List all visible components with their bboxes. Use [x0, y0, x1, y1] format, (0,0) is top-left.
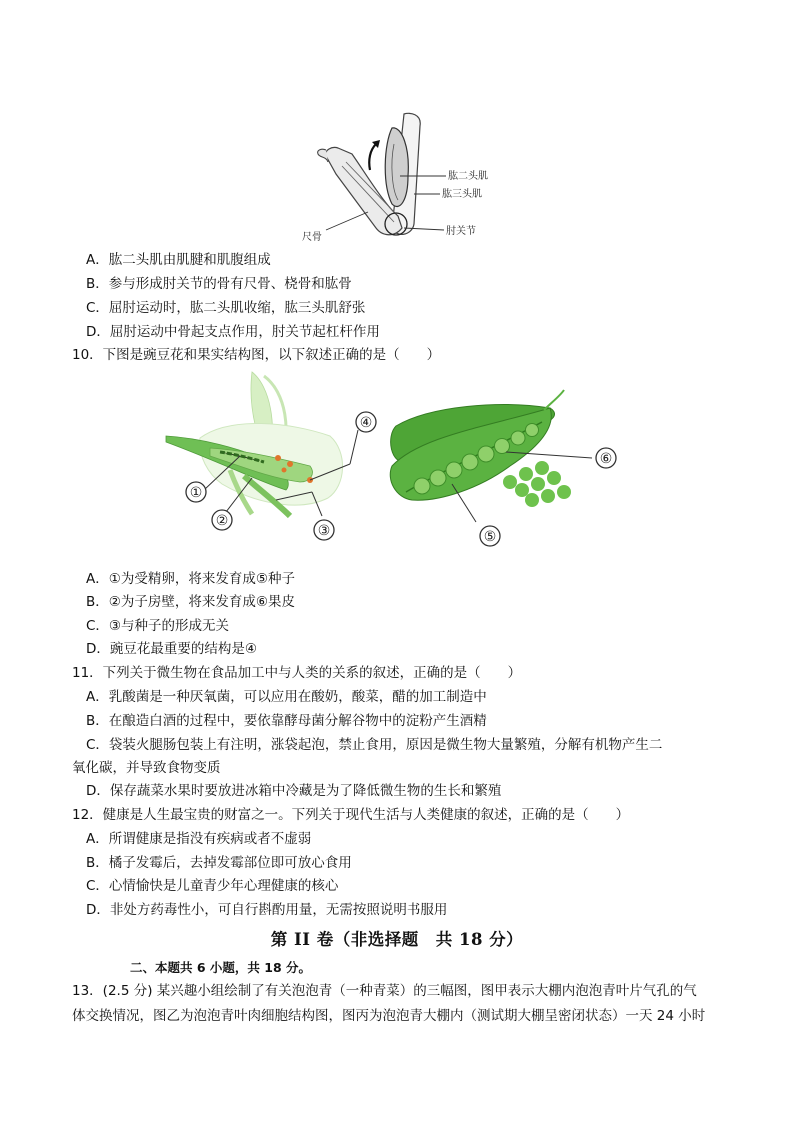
marker-1 [186, 482, 206, 502]
pea-flower-fruit-figure [160, 366, 630, 552]
marker-2 [212, 510, 232, 530]
q10-stem: 10．下图是豌豆花和果实结构图，以下叙述正确的是（ ） [72, 347, 441, 363]
marker-3 [314, 520, 334, 540]
q12-stem: 12．健康是人生最宝贵的财富之一。下列关于现代生活与人类健康的叙述，正确的是（ ） [72, 807, 630, 823]
marker-5 [480, 526, 500, 546]
marker-4 [356, 412, 376, 432]
svg-text:②: ② [215, 513, 229, 529]
ulna-label: 尺骨 [302, 232, 322, 243]
triceps-label: 肱三头肌 [442, 189, 482, 200]
q12-option-b: B．橘子发霉后，去掉发霉部位即可放心食用 [86, 855, 352, 871]
q12-option-d: D．非处方药毒性小，可自行斟酌用量，无需按照说明书服用 [86, 902, 448, 918]
arm-muscle-figure [296, 104, 496, 246]
section-2-subtitle: 二、本题共 6 小题，共 18 分。 [130, 960, 312, 975]
q10-option-a: A．①为受精卵，将来发育成⑤种子 [86, 571, 295, 587]
q12-option-c: C．心情愉快是儿童青少年心理健康的核心 [86, 878, 339, 894]
q11-option-c-continued: 氧化碳，并导致食物变质 [72, 760, 221, 776]
svg-text:⑤: ⑤ [483, 529, 497, 545]
q10-option-c: C．③与种子的形成无关 [86, 618, 230, 634]
q11-option-d: D．保存蔬菜水果时要放进冰箱中冷藏是为了降低微生物的生长和繁殖 [86, 783, 502, 799]
pea-pod-illustration [390, 390, 571, 507]
svg-text:⑥: ⑥ [599, 451, 613, 467]
section-2-title: 第 II 卷（非选择题 共 18 分） [270, 930, 524, 949]
q12-option-a: A．所谓健康是指没有疾病或者不虚弱 [86, 831, 312, 847]
q11-option-b: B．在酿造白酒的过程中，要依靠酵母菌分解谷物中的淀粉产生酒精 [86, 713, 487, 729]
marker-6 [596, 448, 616, 468]
q10-option-d: D．豌豆花最重要的结构是④ [86, 641, 257, 657]
elbow-label: 肘关节 [446, 226, 476, 237]
q11-option-c: C．袋装火腿肠包装上有注明，涨袋起泡，禁止食用，原因是微生物大量繁殖，分解有机物产生二 [86, 737, 663, 753]
q11-stem: 11．下列关于微生物在食品加工中与人类的关系的叙述，正确的是（ ） [72, 665, 522, 681]
biceps-label: 肱二头肌 [448, 171, 488, 182]
q11-option-a: A．乳酸菌是一种厌氧菌，可以应用在酸奶，酸菜，醋的加工制造中 [86, 689, 487, 705]
svg-text:③: ③ [317, 523, 331, 539]
q9-option-b: B．参与形成肘关节的骨有尺骨、桡骨和肱骨 [86, 276, 352, 292]
q13-line-2: 体交换情况，图乙为泡泡青叶肉细胞结构图，图丙为泡泡青大棚内（测试期大棚呈密闭状态）一天 24 小时 [72, 1008, 706, 1024]
q13-line-1: 13．(2.5 分) 某兴趣小组绘制了有关泡泡青（一种青菜）的三幅图，图甲表示大棚内泡泡青叶片气孔的气 [72, 983, 697, 999]
q9-option-c: C．屈肘运动时，肱二头肌收缩，肱三头肌舒张 [86, 300, 366, 316]
q9-option-d: D．屈肘运动中骨起支点作用，肘关节起杠杆作用 [86, 324, 380, 340]
svg-text:①: ① [189, 485, 203, 501]
q9-option-a: A．肱二头肌由肌腱和肌腹组成 [86, 252, 271, 268]
svg-text:④: ④ [359, 415, 373, 431]
q10-option-b: B．②为子房壁，将来发育成⑥果皮 [86, 594, 295, 610]
